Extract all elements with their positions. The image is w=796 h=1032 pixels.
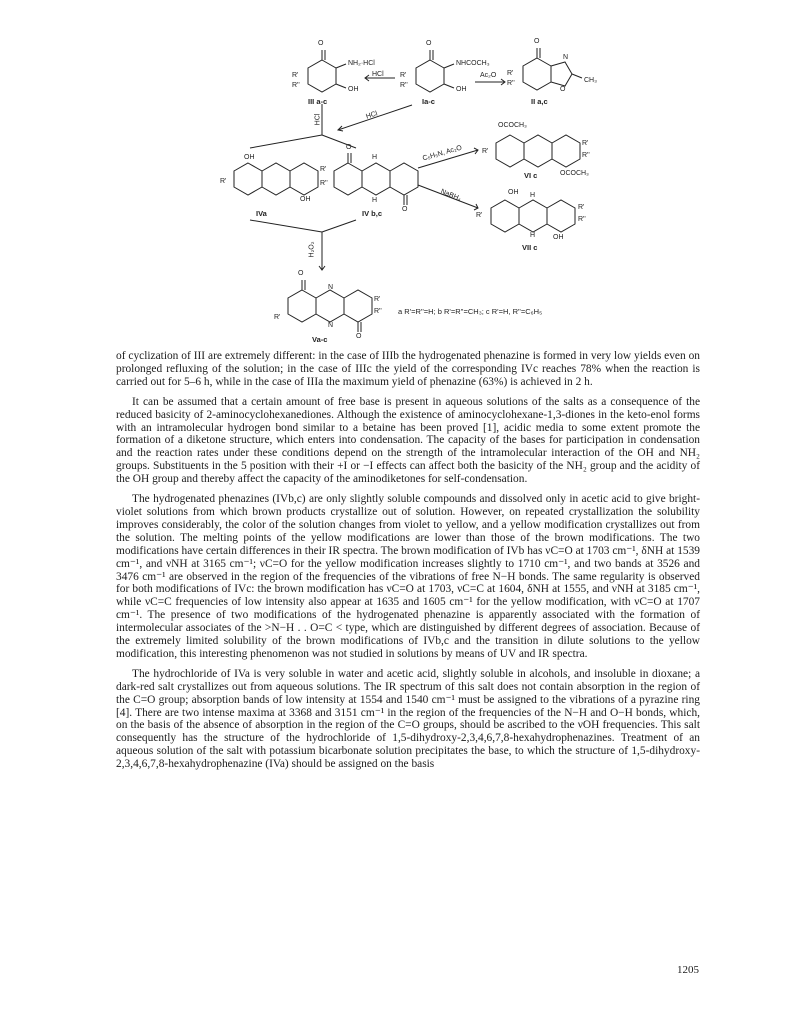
label-nh2hcl: NH₂·HCl xyxy=(348,60,375,67)
label-h-vii-bottom: H xyxy=(530,232,536,239)
reagent-hcl-diag: HCl xyxy=(365,110,379,121)
label-oh-vii-bottom: OH xyxy=(553,234,564,241)
label-oh-vii-top: OH xyxy=(508,189,519,196)
label-o-ivbc-top: O xyxy=(346,144,352,151)
label-r3-v: R' xyxy=(274,314,281,321)
label-h-vii-top: H xyxy=(530,192,536,199)
paragraph-3: The hydrogenated phenazines (IVb,c) are only slightly soluble compounds and dissolved only in acetic acid to give bright-violet solutions from which brown products crystallize out of solution. However, on repeated crystallization the solubility improves considerably, the color of the solution changes from violet to yellow, and a yellow modification crystallizes out from the solution. The melting points of the yellow modifications are lower than those of the brown modifications. The two modifications have certain differences in their IR spectra. The brown modification of IVb has νC=O at 1703 cm⁻¹, δNH at 1539 cm⁻¹, and νNH at 3165 cm⁻¹; νC=O for the yellow modification increases slightly to 1710 cm⁻¹, and two bands at 3526 and 3476 cm⁻¹ are observed in the region of the frequencies of the vibrations of free N−H bonds. The same regularity is observed for both modifications of IVc: the brown modification has νC=O at 1703, νC=C at 1604, δNH at 1555, and νNH at 3185 cm⁻¹, while νC=C frequencies of low intensity also appear at 1635 and 1605 cm⁻¹ for the yellow modification, with νC=O at 1707 cm⁻¹. The presence of two modifications of the hydrogenated phenazine is apparently associated with the formation of intermolecular associates of the >N−H . . O=C < type, which are distinguished by different degrees of association. Because of the extremely limited solubility of the brown modifications of IVb,c and the transition in dilute solutions to the yellow modification, this interesting phenomenon was not studied in solutions by means of UV and IR spectra. xyxy=(116,493,700,660)
label-r1-i: R' xyxy=(400,72,407,79)
label-r1-vi: R' xyxy=(582,140,589,147)
compound-label-ii: II a,c xyxy=(531,97,548,106)
compound-label-iii: III a-c xyxy=(308,97,328,106)
label-r2-iii: R'' xyxy=(292,82,300,89)
paragraph-1: of cyclization of III are extremely different: in the case of IIIb the hydrogenated phenazine is formed in very low yields even on prolonged refluxing of the solution; in the case of IIIc the yield of the corresponding IVc reaches 78% when the reaction is carried out for 5–6 h, while in the case of IIIa the maximum yield of phenazine (63%) is achieved in 2 h. xyxy=(116,350,700,388)
label-h-ivbc-top: H xyxy=(372,154,378,161)
label-n-v-bottom: N xyxy=(328,322,334,329)
label-o-ii: O xyxy=(534,38,540,45)
label-r3-iva: R' xyxy=(220,178,227,185)
substituent-legend: a R'=R''=H; b R'=R''=CH₃; c R'=H, R''=C₆H₅ xyxy=(398,307,543,316)
arrow-iv-to-v xyxy=(250,220,322,232)
label-ococh3-top: OCOCH₃ xyxy=(498,122,527,129)
reagent-hcl-top: HCl xyxy=(372,71,384,78)
ring-vii-a xyxy=(491,200,519,232)
label-o-i: O xyxy=(426,40,432,47)
label-n-ii: N xyxy=(563,54,569,61)
ring-i xyxy=(416,60,444,92)
paragraph-2: It can be assumed that a certain amount of free base is present in aqueous solutions of the salts as a consequence of the reduced basicity of 2-aminocyclohexanediones. Although the existence of aminocyclohexane-1,3-diones in the keto-enol forms with an intramolecular hydrogen bond similar to a betaine has been proved [1], acidic media to some extent promote the formation of a diketone structure, which enters into condensation. The capacity of the bases for participation in condensation and the reaction rates under these conditions depend on the strength of the intramolecular interaction of the OH and NH₂ groups. Substituents in the 5 position with their +I or −I effects can affect both the basicity of the NH₂ group and the acidity of the OH group and thereby affect the capacity of the aminodiketones for self-condensation. xyxy=(116,395,700,486)
compound-label-vii: VII c xyxy=(522,243,538,252)
label-r2-vi: R'' xyxy=(582,152,590,159)
compound-label-v: Va-c xyxy=(312,335,328,344)
label-ococh3-bottom: OCOCH₃ xyxy=(560,170,589,177)
ring-ivbc-a xyxy=(334,163,362,195)
compound-label-vi: VI c xyxy=(524,171,538,180)
label-r2-iva: R'' xyxy=(320,180,328,187)
label-r1-iii: R' xyxy=(292,72,299,79)
reagent-h2o2: H₂O₂ xyxy=(308,241,316,258)
label-oh-iva-top: OH xyxy=(244,154,255,161)
paragraph-4: The hydrochloride of IVa is very soluble in water and acetic acid, slightly soluble in alcohols, and insoluble in dioxane; a dark-red salt crystallizes out from aqueous solutions. The IR spectrum of this salt does not contain absorption in the region of the C=O group; absorption bands of low intensity at 1554 and 1540 cm⁻¹ must be assigned to the vibrations of a pyrazine ring [4]. There are two intense maxima at 3368 and 3151 cm⁻¹ in the region of the frequencies of the N−H and O−H bonds, which, on the basis of the absence of absorption in the region of the C=O groups, should be ascribed to the νOH frequencies. This salt consequently has the structure of the hydrochloride of 1,5-dihydroxy-2,3,4,6,7,8-hexahydrophenazines. Treatment of an aqueous solution of the salt with potassium bicarbonate solution precipitates the base, to which the structure of 1,5-dihydroxy-2,3,4,6,7,8-hexahydrophenazine (IVa) should be assigned on the basis xyxy=(116,667,700,771)
label-oh-iva-bottom: OH xyxy=(300,196,311,203)
ring-iii xyxy=(308,60,336,92)
reagent-hcl-left: HCl xyxy=(314,113,322,126)
label-r1-vii: R' xyxy=(578,204,585,211)
scheme-drawing xyxy=(0,0,796,350)
label-nhcoch3: NHCOCH₃ xyxy=(456,60,490,67)
ring-vi-a xyxy=(496,135,524,167)
label-h-ivbc-bottom: H xyxy=(372,197,378,204)
ring-iva-a xyxy=(234,163,262,195)
label-oh-iii: OH xyxy=(348,86,359,93)
label-r3-vi: R' xyxy=(482,148,489,155)
reagent-c5h5n-ac2o: C₅H₅N, Ac₂O xyxy=(421,144,463,163)
label-oh-i: OH xyxy=(456,86,467,93)
label-ch3-ii: CH₃ xyxy=(584,77,597,84)
label-n-v-top: N xyxy=(328,284,334,291)
ring-ii xyxy=(523,58,551,90)
ring-v-a xyxy=(288,290,316,322)
label-r1-iva: R' xyxy=(320,166,327,173)
reagent-ac2o: Ac₂O xyxy=(480,72,497,79)
label-o-v-bottom: O xyxy=(356,333,362,340)
body-text xyxy=(116,350,700,778)
label-r2-i: R'' xyxy=(400,82,408,89)
label-r1-v: R' xyxy=(374,296,381,303)
reaction-scheme xyxy=(0,0,796,350)
label-o2-ii: O xyxy=(560,86,566,93)
label-r2-v: R'' xyxy=(374,308,382,315)
label-o-ivbc-bottom: O xyxy=(402,206,408,213)
page-number: 1205 xyxy=(677,964,699,976)
label-r2-vii: R'' xyxy=(578,216,586,223)
label-o-v-top: O xyxy=(298,270,304,277)
label-r2-ii: R'' xyxy=(507,80,515,87)
compound-label-i: Ia-c xyxy=(422,97,435,106)
label-r3-vii: R' xyxy=(476,212,483,219)
compound-label-ivbc: IV b,c xyxy=(362,209,383,218)
compound-label-iva: IVa xyxy=(256,209,267,218)
label-o-iii: O xyxy=(318,40,324,47)
reagent-nabh4: NaBH₄ xyxy=(439,188,463,203)
label-r1-ii: R' xyxy=(507,70,514,77)
